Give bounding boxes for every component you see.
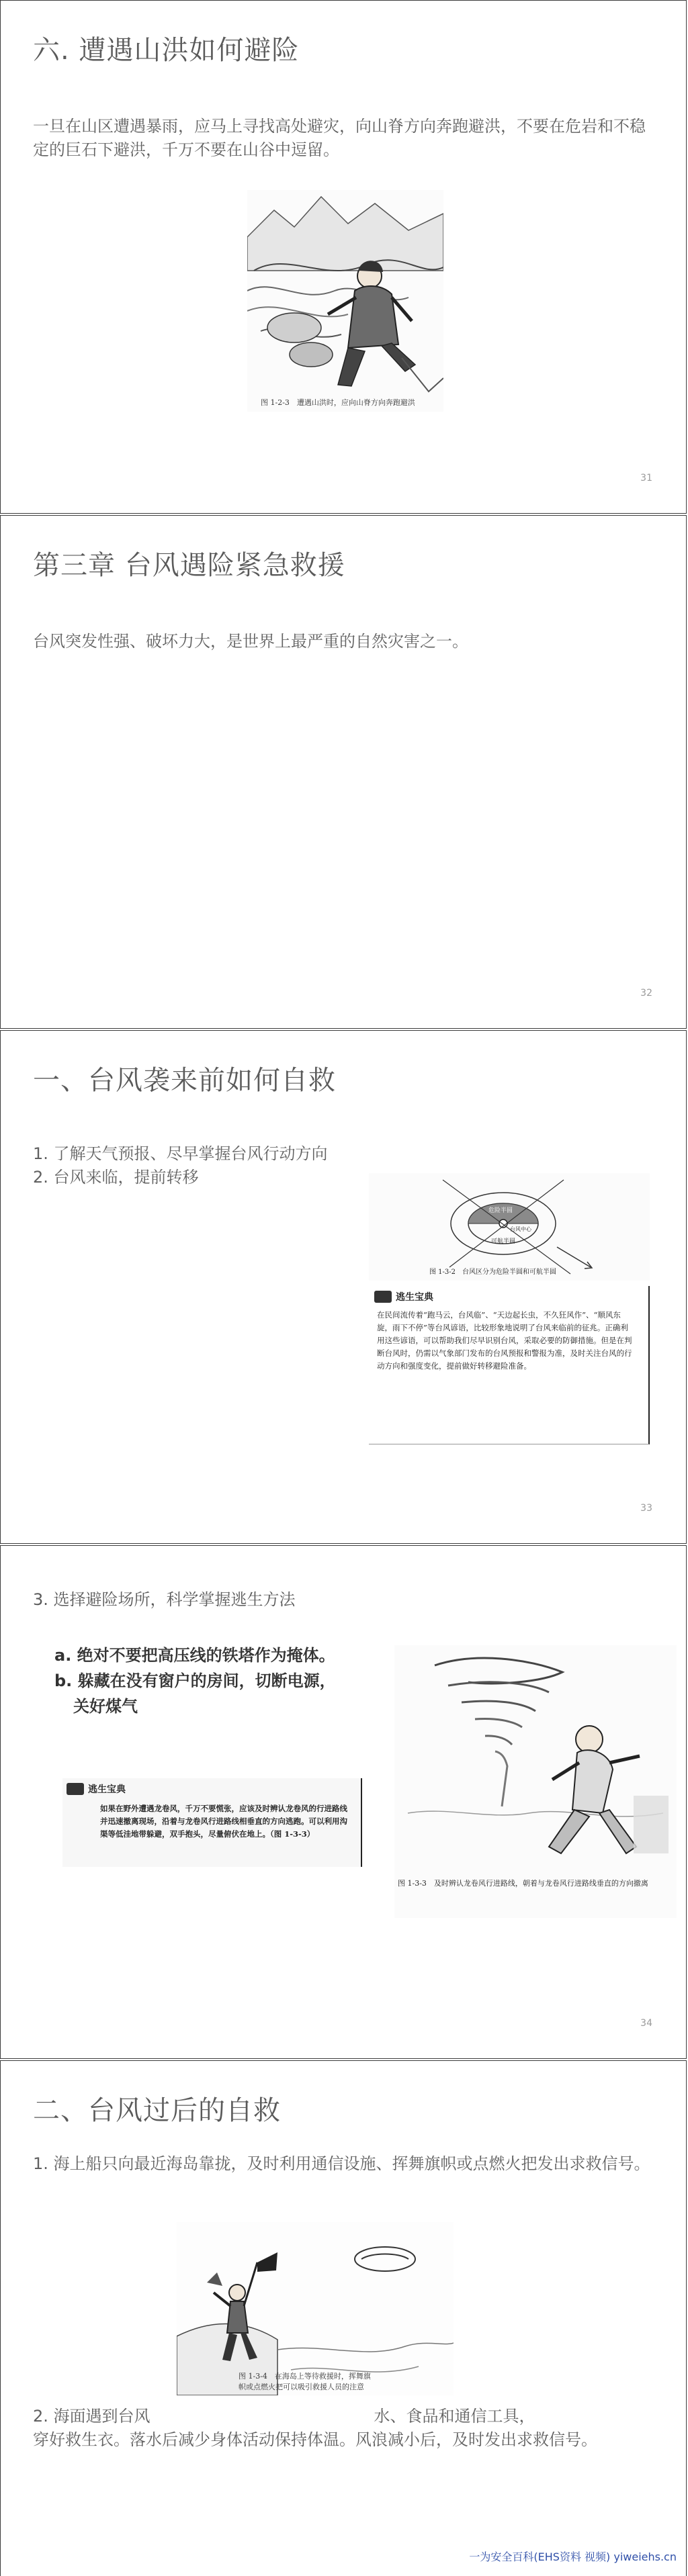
- slide-34: [0, 1545, 687, 2059]
- bullet-list: [54, 1643, 404, 1719]
- island-rescue-illustration: [177, 2222, 454, 2395]
- slide-body: 台风突发性强、破坏力大，是世界上最严重的自然灾害之一。: [33, 632, 468, 651]
- diagram-label: 危险半圆: [488, 1207, 513, 1214]
- tornado-escape-illustration: [394, 1645, 677, 1918]
- typhoon-zone-drawing: [369, 1173, 650, 1281]
- footer-site-link[interactable]: 一为安全百科(EHS资料 视频) yiweiehs.cn: [469, 2550, 677, 2563]
- slide-title: 二、台风过后的自救: [33, 2095, 281, 2126]
- rescue-step-2-middle: 水、食品和通信工具，: [374, 2407, 535, 2426]
- rescue-step-2-end: 穿好救生衣。落水后减少身体活动保持体温。风浪减小后，及时发出求救信号。: [33, 2430, 597, 2449]
- rescue-step-2-start: 2. 海面遇到台风: [33, 2407, 150, 2426]
- rescue-step-1: 1. 海上船只向最近海岛靠拢，及时利用通信设施、挥舞旗帜或点燃火把发出求救信号。: [33, 2154, 650, 2173]
- slide-body: 一旦在山区遭遇暴雨，应马上寻找高处避灾，向山脊方向奔跑避洪，不要在危岩和不稳定的巨石下避洪，千万不要在山谷中逗留。: [33, 117, 646, 159]
- slide-35: [0, 2060, 687, 2576]
- tips-text: 在民间流传着“跑马云，台风临”、“天边起长虫，不久狂风作”、“顺风东旋，雨下不停”等台风谚语，比较形象地说明了台风来临前的征兆。正确利用这些谚语，可以帮助我们尽早识别台风，采取必要的防御措施。但是在判断台风时，仍需以气象部门发布的台风预报和警报为准，及时关注台风的行动方向和强度变化，提前做好转移避险准备。: [377, 1310, 632, 1371]
- diagram-label: 可航半圆: [491, 1238, 516, 1245]
- typhoon-semicircle-diagram: [369, 1173, 650, 1281]
- tornado-drawing: [394, 1645, 677, 1918]
- list-item: 1. 了解天气预报、尽早掌握台风行动方向: [33, 1144, 328, 1163]
- slide-title: 六. 遭遇山洪如何避险: [33, 35, 300, 66]
- slide-heading: 3. 选择避险场所，科学掌握逃生方法: [33, 1590, 296, 1609]
- flood-escape-illustration: [247, 190, 443, 412]
- tips-title: 逃生宝典: [88, 1784, 126, 1795]
- slide-title: 第三章 台风遇险紧急救援: [33, 550, 345, 581]
- tips-box: [62, 1778, 362, 1867]
- mountain-flood-drawing: [247, 190, 443, 412]
- list-item: a. 绝对不要把高压线的铁塔作为掩体。: [54, 1646, 335, 1665]
- list-item: 2. 台风来临，提前转移: [33, 1168, 199, 1187]
- slide-31: [0, 0, 687, 514]
- page-number: 32: [640, 988, 652, 999]
- figure-caption: [398, 1878, 648, 1888]
- tips-title: 逃生宝典: [396, 1292, 433, 1303]
- book-icon: [67, 1783, 84, 1795]
- rescue-step-2: [33, 2405, 658, 2452]
- book-icon: [374, 1291, 392, 1303]
- slide-33: [0, 1030, 687, 1544]
- slide-title: 一、台风袭来前如何自救: [33, 1065, 336, 1096]
- figure-caption: 图 1-3-2 台风区分为危险半圆和可航半圆: [429, 1269, 557, 1276]
- diagram-label: 台风中心: [510, 1226, 531, 1232]
- figure-caption: 图 1-2-3 遭遇山洪时，应向山脊方向奔跑避洪: [261, 398, 415, 407]
- list-item: b. 躲藏在没有窗户的房间，切断电源，: [54, 1671, 336, 1690]
- tips-header: [67, 1782, 126, 1796]
- slide-32: [0, 515, 687, 1029]
- caption-line: 图 1-3-3 及时辨认龙卷风行进路线，朝着与龙卷风行进路线垂直的方向撤离: [398, 1879, 648, 1888]
- page-number: 34: [640, 2018, 652, 2029]
- list-item: 关好煤气: [73, 1697, 138, 1716]
- tips-text: 如果在野外遭遇龙卷风，千万不要慌张，应该及时辨认龙卷风的行进路线并迅速撤离现场，沿着与龙卷风行进路线相垂直的方向逃跑。可以利用沟渠等低洼地带躲避，双手抱头，尽量俯伏在地上。（图 1-3-3）: [100, 1804, 347, 1839]
- page-number: 33: [640, 1503, 652, 1514]
- island-rescue-drawing: [177, 2222, 454, 2395]
- page-number: 31: [640, 473, 652, 484]
- tips-header: [374, 1290, 433, 1303]
- tips-box: [369, 1286, 650, 1444]
- figure-caption: 图 1-3-4 在海岛上等待救援时，挥舞旗帜或点燃火把可以吸引救援人员的注意: [239, 2372, 371, 2391]
